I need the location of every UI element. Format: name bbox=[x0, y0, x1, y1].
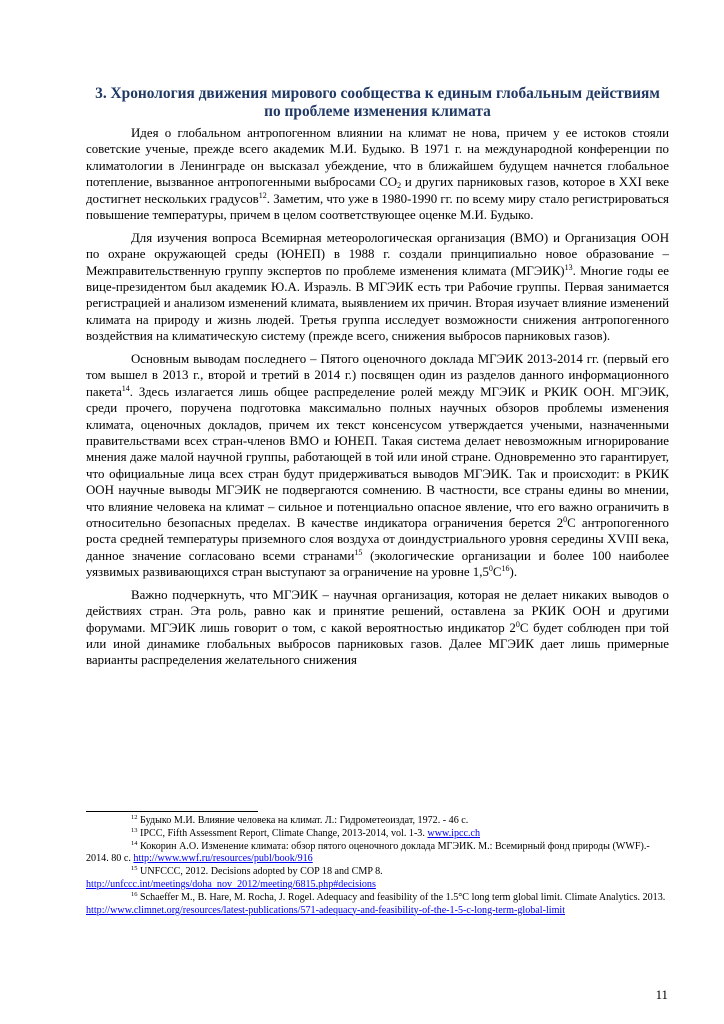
footnote-number: 13 bbox=[131, 826, 138, 834]
footnote-ref-15[interactable]: 15 bbox=[354, 547, 363, 557]
footnote-16 bbox=[86, 892, 669, 918]
paragraph-1-text-a: Идея о глобальном антропогенном влиянии на климат не нова, причем у ее истоков стояли советские ученые, прежде всего академик М.И. Будыко. В 1971 г. на международной конференции по климатологии в Ленинграде он высказал убеждение, что в ближайшем будущем начнется глобальное потепление, вызванное антропогенными выбросами CO bbox=[86, 126, 669, 190]
paragraph-3-text-b: . Здесь излагается лишь общее распределение ролей между МГЭИК и РКИК ООН. МГЭИК, среди прочего, поручена подготовка максимально полных научных обзоров проблемы изменения климата, оценочных докладов, причем их текст консенсусом утверждается учеными, назначенными правительствами всех стран-членов ВМО и ЮНЕП. Такая система делает невозможным игнорирование мнения даже малой научной группы, работающей в той или иной стране. Одновременно это гарантирует, что официальные лица всех стран будут придерживаться выводов МГЭИК. Так и происходит: в РКИК ООН научные выводы МГЭИК не подвергаются сомнению. В частности, все страны едины во мнении, что влияние человека на климат – сильное и потенциально опасное явление, что его важно ограничить в относительно безопасных пределах. В качестве индикатора ограничения берется 2 bbox=[86, 384, 669, 530]
paragraph-1-text-c: . Заметим, что уже в 1980-1990 гг. по всему миру стало регистрироваться повышение температуры, причем в целом соответствующее оценке М.И. Будыко. bbox=[86, 191, 669, 223]
paragraph-4 bbox=[86, 587, 669, 669]
footnote-separator bbox=[86, 811, 258, 812]
paragraph-2 bbox=[86, 230, 669, 345]
footnote-link[interactable]: http://www.wwf.ru/resources/publ/book/916 bbox=[133, 853, 313, 865]
paragraph-3-text-c: С антропогенного роста средней температуры приземного слоя воздуха от доиндустриального уровня середины XVIII века, данное значение согласовано всеми странами bbox=[86, 515, 669, 563]
footnote-12 bbox=[86, 815, 669, 828]
paragraph-2-text-b: . Многие годы ее вице-президентом был академик Ю.А. Израэль. В МГЭИК есть три Рабочие группы. Первая занимается регистрацией и анализом изменений климата, выявлением их причин. Вторая изучает влияние изменений климата на природу и жизнь людей. Третья группа исследует возможности снижения антропогенного воздействия на климатическую систему (прежде всего, снижения выбросов парниковых газов). bbox=[86, 263, 669, 344]
paragraph-1 bbox=[86, 125, 669, 223]
co2-subscript: 2 bbox=[397, 181, 402, 191]
footnotes bbox=[86, 815, 669, 917]
footnote-ref-16[interactable]: 16 bbox=[501, 564, 510, 574]
page-number: 11 bbox=[655, 988, 668, 1002]
footnote-text: IPCC, Fifth Assessment Report, Climate Change, 2013-2014, vol. 1-3. bbox=[137, 827, 428, 839]
degree-superscript: 0 bbox=[563, 514, 568, 524]
footnote-link[interactable]: http://www.climnet.org/resources/latest-publications/571-adequacy-and-feasibility-of-the-1-5-c-long-term-global-limit bbox=[86, 904, 566, 916]
footnote-link[interactable]: www.ipcc.ch bbox=[427, 827, 481, 839]
footnote-ref-13[interactable]: 13 bbox=[564, 262, 573, 272]
footnote-number: 14 bbox=[131, 839, 138, 847]
paragraph-3-text-d: (экологические организации и более 100 наиболее уязвимых развивающихся стран выступают за ограничение на уровне 1,5 bbox=[86, 548, 669, 580]
footnote-number: 15 bbox=[131, 865, 138, 873]
footnote-link[interactable]: http://unfccc.int/meetings/doha_nov_2012/meeting/6815.php#decisions bbox=[86, 878, 376, 890]
footnote-ref-14[interactable]: 14 bbox=[121, 383, 130, 393]
footnote-14 bbox=[86, 841, 669, 867]
degree-superscript: 0 bbox=[488, 564, 493, 574]
main-content bbox=[86, 85, 669, 675]
footnote-number: 12 bbox=[131, 814, 138, 821]
paragraph-2-text-a: Для изучения вопроса Всемирная метеорологическая организация (ВМО) и Организация ООН по охране окружающей среды (ЮНЕП) в 1988 г. создали принципиально новое образование – Межправительственную группу экспертов по проблеме изменения климата (МГЭИК) bbox=[86, 230, 669, 278]
footnote-15 bbox=[86, 866, 669, 892]
paragraph-4-text-a: Важно подчеркнуть, что МГЭИК – научная организация, которая не делает никаких выводов о действиях стран. Эта роль, равно как и принятие решений, оставлена за РКИК ООН и другими форумами. МГЭИК лишь говорит о том, с какой вероятностью индикатор 2 bbox=[86, 587, 669, 635]
footnote-text: UNFCCC, 2012. Decisions adopted by COP 18 and CMP 8. bbox=[137, 866, 383, 878]
footnote-text: Кокорин А.О. Изменение климата: обзор пятого оценочного доклада МГЭИК. М.: Всемирный фонд природы (WWF).- 2014. 80 с. bbox=[86, 840, 650, 865]
paragraph-1-text-b: и других парниковых газов, которое в XXI веке достигнет нескольких градусов bbox=[86, 175, 669, 206]
paragraph-3-text-f: ). bbox=[509, 565, 518, 580]
section-heading: 3. Хронология движения мирового сообщества к единым глобальным действиям по проблеме изменения климата bbox=[95, 85, 660, 120]
footnote-13 bbox=[86, 828, 669, 841]
paragraph-3-text-e: С bbox=[492, 565, 502, 580]
paragraph-4-text-b: С будет соблюден при той или иной динамике глобальных выбросов парниковых газов. Далее МГЭИК дает лишь примерные варианты распределения желательного снижения bbox=[86, 620, 669, 668]
footnote-ref-12[interactable]: 12 bbox=[258, 190, 267, 200]
footnote-text: Будыко М.И. Влияние человека на климат. Л.: Гидрометеоиздат, 1972. - 46 с. bbox=[137, 815, 469, 826]
degree-superscript: 0 bbox=[515, 619, 520, 629]
paragraph-3-text-a: Основным выводам последнего – Пятого оценочного доклада МГЭИК 2013-2014 гг. (первый его том вышел в 2013 г., второй и третий в 2014 г.) посвящен один из разделов данного информационного пакета bbox=[86, 351, 669, 399]
footnote-number: 16 bbox=[131, 890, 138, 898]
footnote-text: Schaeffer M., B. Hare, M. Rocha, J. Rogel. Adequacy and feasibility of the 1.5°C long term global limit. Climate Analytics. 2013. bbox=[137, 891, 666, 903]
paragraph-3 bbox=[86, 351, 669, 581]
